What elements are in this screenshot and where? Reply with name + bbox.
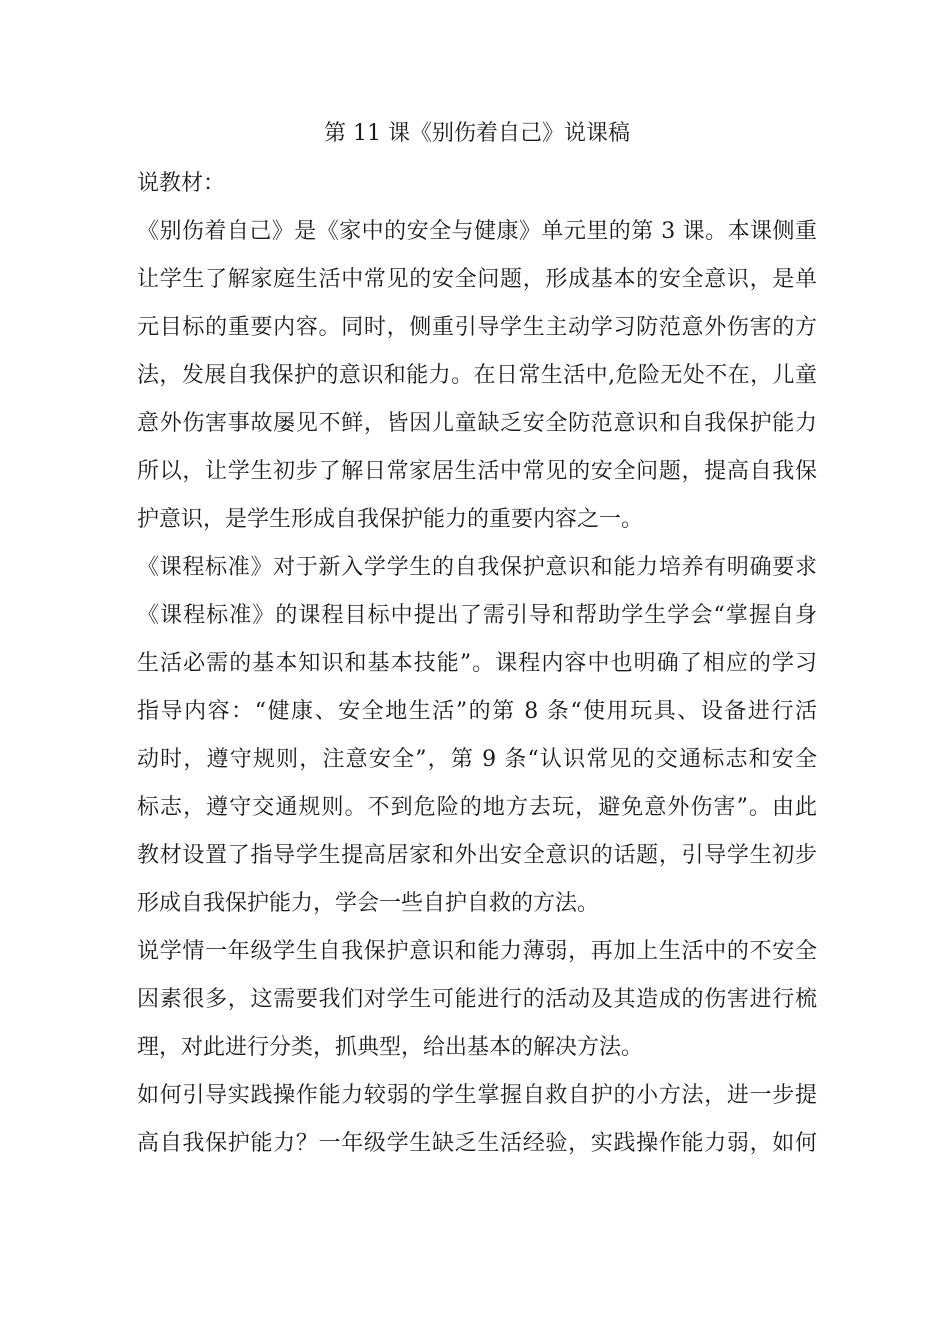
text-line: 说学情一年级学生自我保护意识和能力薄弱，再加上生活中的不安全 (137, 939, 817, 964)
text-line: 意外伤害事故屡见不鲜，皆因儿童缺乏安全防范意识和自我保护能力 (137, 411, 817, 436)
text-line: 元目标的重要内容。同时，侧重引导学生主动学习防范意外伤害的方 (137, 315, 817, 340)
text-line: 教材设置了指导学生提高居家和外出安全意识的话题，引导学生初步 (137, 843, 817, 868)
text-line: 所以，让学生初步了解日常家居生活中常见的安全问题，提高自我保 (137, 459, 817, 484)
text-line: 形成自我保护能力，学会一些自护自救的方法。 (137, 891, 600, 916)
text-line: 标志，遵守交通规则。不到危险的地方去玩，避免意外伤害”。由此 (137, 795, 817, 820)
document-page (137, 116, 817, 1168)
text-line: 因素很多，这需要我们对学生可能进行的活动及其造成的伤害进行梳 (137, 987, 817, 1012)
document-body (137, 160, 817, 1168)
document-title: 第 11 课《别伤着自己》说课稿 (324, 121, 630, 146)
text-line: 法，发展自我保护的意识和能力。在日常生活中,危险无处不在，儿童 (137, 363, 817, 388)
text-line: 如何引导实践操作能力较弱的学生掌握自救自护的小方法，进一步提 (137, 1083, 817, 1108)
text-line: 《课程标准》的课程目标中提出了需引导和帮助学生学会“掌握自身 (137, 603, 817, 628)
text-line: 动时，遵守规则，注意安全”，第 9 条“认识常见的交通标志和安全 (137, 747, 817, 772)
text-line: 说教材： (137, 171, 226, 196)
text-line: 指导内容：“健康、安全地生活”的第 8 条“使用玩具、设备进行活 (137, 699, 817, 724)
text-line: 理，对此进行分类，抓典型，给出基本的解决方法。 (137, 1035, 644, 1060)
text-line: 让学生了解家庭生活中常见的安全问题，形成基本的安全意识，是单 (137, 267, 817, 292)
text-line: 生活必需的基本知识和基本技能”。课程内容中也明确了相应的学习 (137, 651, 817, 676)
text-line: 《课程标准》对于新入学学生的自我保护意识和能力培养有明确要求 (137, 555, 817, 580)
text-line: 《别伤着自己》是《家中的安全与健康》单元里的第 3 课。本课侧重 (137, 219, 817, 244)
text-line: 护意识，是学生形成自我保护能力的重要内容之一。 (137, 507, 644, 532)
text-line: 高自我保护能力？一年级学生缺乏生活经验，实践操作能力弱，如何 (137, 1131, 817, 1156)
